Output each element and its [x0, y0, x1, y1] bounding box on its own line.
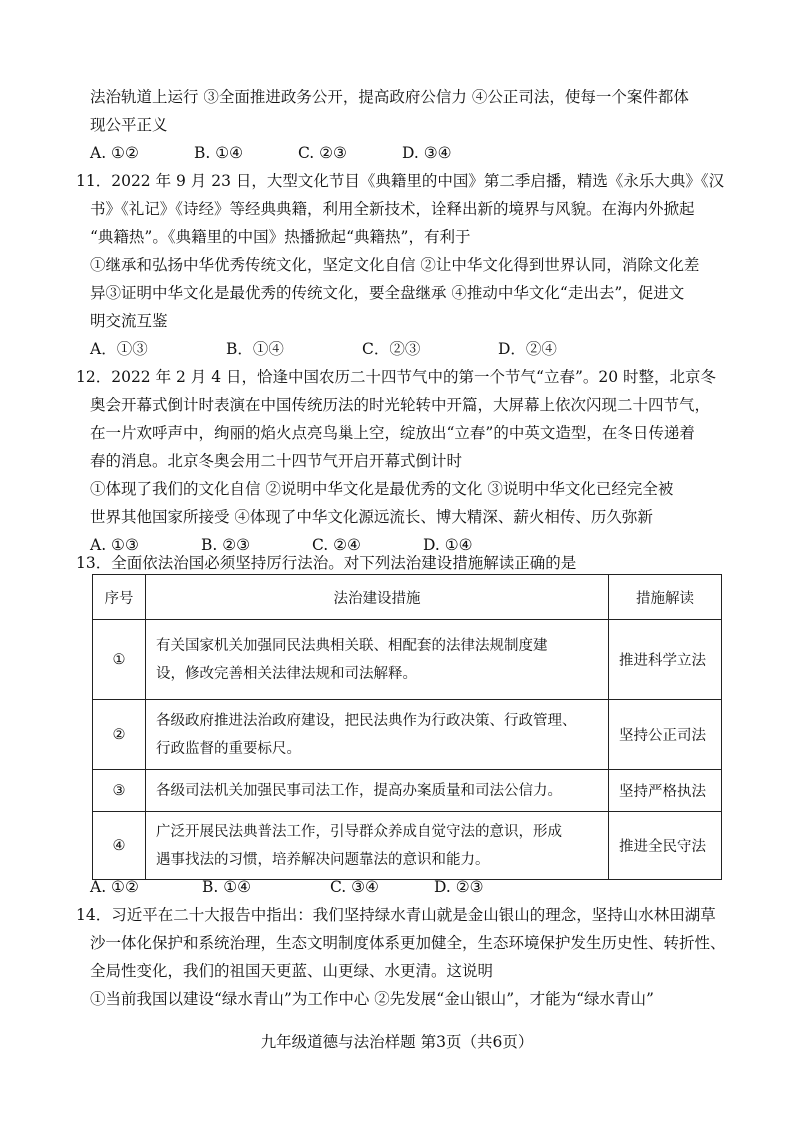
header-number: 序号: [93, 575, 146, 620]
q11-line-4: ①继承和弘扬中华优秀传统文化，坚定文化自信 ②让中华文化得到世界认同，消除文化差: [90, 256, 700, 274]
row-number: ④: [93, 812, 146, 880]
q10-continuation-line-2: 现公平正义: [90, 116, 168, 134]
table-row: [93, 812, 722, 880]
q14-line-4: ①当前我国以建设“绿水青山”为工作中心 ②先发展“金山银山”，才能为“绿水青山”: [90, 990, 654, 1008]
row-number: ①: [93, 620, 146, 700]
table-header-row: [93, 575, 722, 620]
q11-options: [90, 338, 557, 360]
q11-line-5: 异③证明中华文化是最优秀的传统文化，要全盘继承 ④推动中华文化“走出去”，促进文: [90, 284, 685, 302]
measure-line: 各级司法机关加强民事司法工作，提高办案质量和司法公信力。: [156, 782, 562, 799]
measure-line: 设，修改完善相关法律法规和司法解释。: [156, 665, 417, 682]
page-footer: 九年级道德与法治样题 第3页（共6页）: [260, 1033, 534, 1051]
q11-option-c: C．②③: [362, 340, 421, 358]
table-row: [93, 770, 722, 812]
row-number: ②: [93, 700, 146, 770]
row-measure: [146, 770, 609, 812]
row-number: ③: [93, 770, 146, 812]
row-reading: 推进科学立法: [609, 620, 722, 700]
q12-line-5: ①体现了我们的文化自信 ②说明中华文化是最优秀的文化 ③说明中华文化已经完全被: [90, 480, 674, 498]
q11-option-a: A．①③: [90, 340, 148, 358]
legal-measures-table: [92, 574, 722, 880]
q12-line-3: 在一片欢呼声中，绚丽的焰火点亮鸟巢上空，绽放出“立春”的中英文造型，在冬日传递着: [90, 424, 695, 442]
q10-option-b: B. ①④: [194, 144, 244, 162]
q13-options: [90, 876, 484, 898]
measure-line: 各级政府推进法治政府建设，把民法典作为行政决策、行政管理、: [156, 712, 577, 729]
q11-option-b: B．①④: [226, 340, 284, 358]
q14-line-2: 沙一体化保护和系统治理，生态文明制度体系更加健全，生态环境保护发生历史性、转折性、: [90, 934, 726, 952]
table-row: [93, 700, 722, 770]
measure-line: 广泛开展民法典普法工作，引导群众养成自觉守法的意识，形成: [156, 823, 562, 840]
q10-options: [90, 142, 452, 164]
q13-option-c: C. ③④: [330, 878, 379, 896]
row-measure: [146, 620, 609, 700]
table-row: [93, 620, 722, 700]
measure-line: 遇事找法的习惯，培养解决问题靠法的意识和能力。: [156, 851, 490, 868]
q14-line-1: 14．习近平在二十大报告中指出：我们坚持绿水青山就是金山银山的理念，坚持山水林田湖草: [76, 906, 716, 924]
q13-stem: 13．全面依法治国必须坚持厉行法治。对下列法治建设措施解读正确的是: [76, 554, 577, 572]
q14-line-3: 全局性变化，我们的祖国天更蓝、山更绿、水更清。这说明: [90, 962, 494, 980]
q12-line-6: 世界其他国家所接受 ④体现了中华文化源远流长、博大精深、薪火相传、历久弥新: [90, 508, 653, 526]
q12-option-b: B. ②③: [201, 536, 251, 554]
header-reading: 措施解读: [609, 575, 722, 620]
q10-option-c: C. ②③: [298, 144, 347, 162]
q12-option-d: D. ①④: [423, 536, 473, 554]
q12-option-c: C. ②④: [312, 536, 361, 554]
q12-line-2: 奥会开幕式倒计时表演在中国传统历法的时光轮转中开篇，大屏幕上依次闪现二十四节气，: [90, 396, 711, 414]
row-reading: 坚持严格执法: [609, 770, 722, 812]
header-measure: 法治建设措施: [146, 575, 609, 620]
q13-option-d: D. ②③: [434, 878, 484, 896]
q13-option-b: B. ①④: [202, 878, 252, 896]
row-measure: [146, 700, 609, 770]
q11-option-d: D．②④: [498, 340, 557, 358]
measure-line: 有关国家机关加强同民法典相关联、相配套的法律法规制度建: [156, 637, 548, 654]
q13-option-a: A. ①②: [90, 878, 139, 896]
q11-line-3: “典籍热”。《典籍里的中国》热播掀起“典籍热”，有利于: [90, 228, 471, 246]
q11-line-2: 书》《礼记》《诗经》等经典典籍，利用全新技术，诠释出新的境界与风貌。在海内外掀起: [90, 200, 695, 218]
q11-line-1: 11．2022 年 9 月 23 日，大型文化节目《典籍里的中国》第二季启播，精选《永乐大典》《汉: [76, 172, 725, 190]
q10-option-d: D. ③④: [402, 144, 452, 162]
row-reading: 推进全民守法: [609, 812, 722, 880]
row-reading: 坚持公正司法: [609, 700, 722, 770]
q12-line-1: 12．2022 年 2 月 4 日，恰逢中国农历二十四节气中的第一个节气“立春”。20 时整，北京冬: [76, 368, 717, 386]
q11-line-6: 明交流互鉴: [90, 312, 168, 330]
measure-line: 行政监督的重要标尺。: [156, 740, 301, 757]
q12-option-a: A. ①③: [90, 536, 139, 554]
q10-continuation-line-1: 法治轨道上运行 ③全面推进政务公开，提高政府公信力 ④公正司法，使每一个案件都体: [90, 88, 689, 106]
q12-line-4: 春的消息。北京冬奥会用二十四节气开启开幕式倒计时: [90, 452, 463, 470]
row-measure: [146, 812, 609, 880]
q10-option-a: A. ①②: [90, 144, 139, 162]
